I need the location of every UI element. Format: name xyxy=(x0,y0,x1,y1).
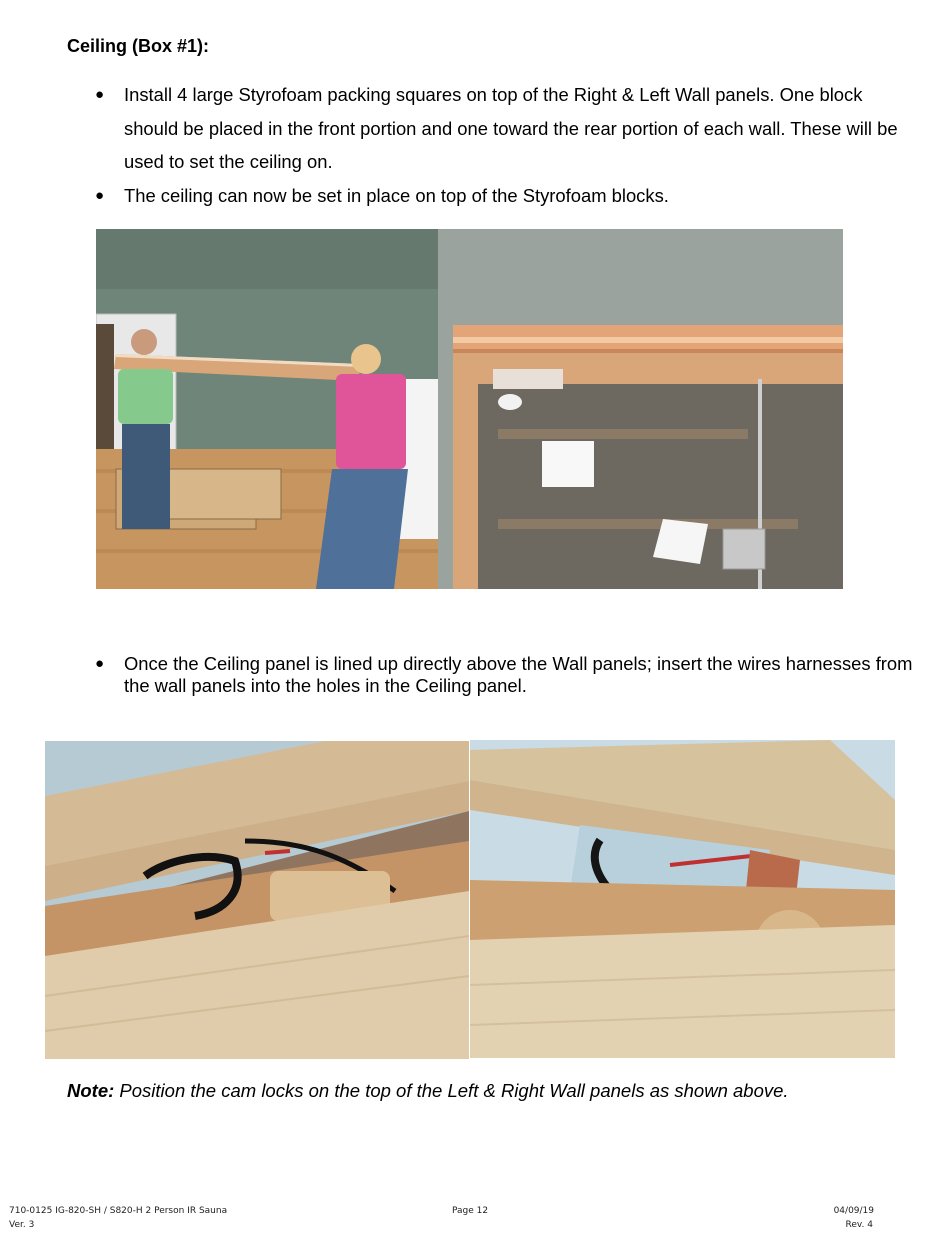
bullet-icon: ● xyxy=(95,86,105,103)
bullet-icon: ● xyxy=(95,655,105,672)
bullet-icon: ● xyxy=(95,186,105,204)
list-item-text: Once the Ceiling panel is lined up directly above the Wall panels; insert the wires harnesses from the wall panels into the holes in the Ceiling panel. xyxy=(124,653,913,696)
list-item xyxy=(95,78,915,179)
note-label: Note: xyxy=(67,1080,115,1101)
list-item xyxy=(95,653,915,697)
photo-ceiling-on-walls xyxy=(438,229,843,589)
list-item xyxy=(95,179,915,213)
section-heading: Ceiling (Box #1): xyxy=(67,36,210,56)
footer-version: Ver. 3 xyxy=(9,1220,35,1230)
footer-date: 04/09/19 xyxy=(833,1206,874,1216)
instruction-list-bottom xyxy=(95,653,915,697)
instruction-list-top xyxy=(95,78,915,212)
note-body: Position the cam locks on the top of the Left & Right Wall panels as shown above. xyxy=(114,1080,789,1101)
list-item-text: The ceiling can now be set in place on top of the Styrofoam blocks. xyxy=(124,184,669,206)
list-item-text: Install 4 large Styrofoam packing squares on top of the Right & Left Wall panels. One block should be placed in the front portion and one toward the rear portion of each wall. These will be used to set the ceiling on. xyxy=(124,84,898,172)
photo-wire-harness-left xyxy=(45,741,469,1059)
photo-lifting-ceiling xyxy=(96,229,438,589)
footer-page-number: Page 12 xyxy=(452,1206,489,1216)
footer-doc-id: 710-0125 IG-820-SH / S820-H 2 Person IR Sauna xyxy=(9,1206,228,1216)
note-text xyxy=(67,1080,789,1102)
footer-revision: Rev. 4 xyxy=(845,1220,873,1230)
photo-wire-harness-right xyxy=(470,740,895,1058)
